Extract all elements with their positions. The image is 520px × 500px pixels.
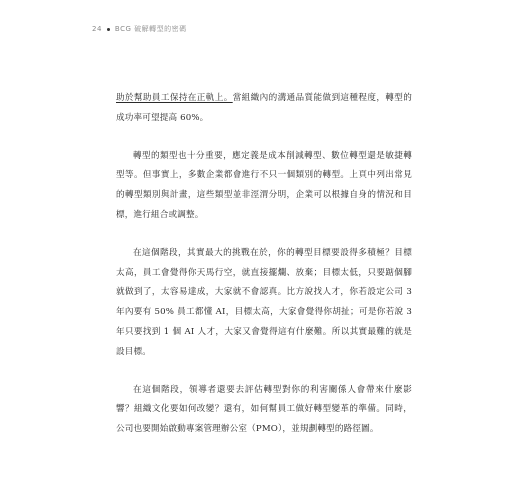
body-text xyxy=(116,89,412,440)
running-header xyxy=(92,24,187,34)
book-title: BCG 破解轉型的密碼 xyxy=(114,25,187,33)
paragraph-1-text: 當組織內的溝通品質能做到這種程度，轉型的成功率可望提高 60%。 xyxy=(116,93,412,123)
underlined-text: 助於幫助員工保持在正軌上。 xyxy=(116,93,233,103)
paragraph-4: 在這個階段，領導者還要去評估轉型對你的利害關係人會帶來什麼影響？組織文化要如何改變？還有，如何幫員工做好轉型變革的準備。同時，公司也要開始啟動專案管理辦公室（PMO），並規劃轉型的路徑圖。 xyxy=(116,384,412,435)
paragraph-1 xyxy=(116,89,412,129)
paragraph-3: 在這個階段，其實最大的挑戰在於，你的轉型目標要設得多積極？目標太高，員工會覺得你天馬行空，就直接擺爛、放棄；目標太低，只要踮個腳就做到了，太容易達成，大家就不會認真。比方說找人才，你若設定公司 3 年內要有 50% 員工都懂 AI，目標太高，大家會覺得你胡扯；可是你若說 3 年只要找到 1 個 AI 人才，大家又會覺得這有什麼難。所以其實最難的就是設目標。 xyxy=(116,247,412,357)
page-number: 24 xyxy=(92,25,102,33)
header-bullet-icon xyxy=(107,28,110,31)
paragraph-2: 轉型的類型也十分重要，應定義是成本削減轉型、數位轉型還是敏捷轉型等。但事實上，多數企業都會進行不只一個類別的轉型。上頁中列出常見的轉型類別與計畫，這些類型並非涇渭分明，企業可以根據自身的情況和目標，進行組合或調整。 xyxy=(116,150,412,220)
